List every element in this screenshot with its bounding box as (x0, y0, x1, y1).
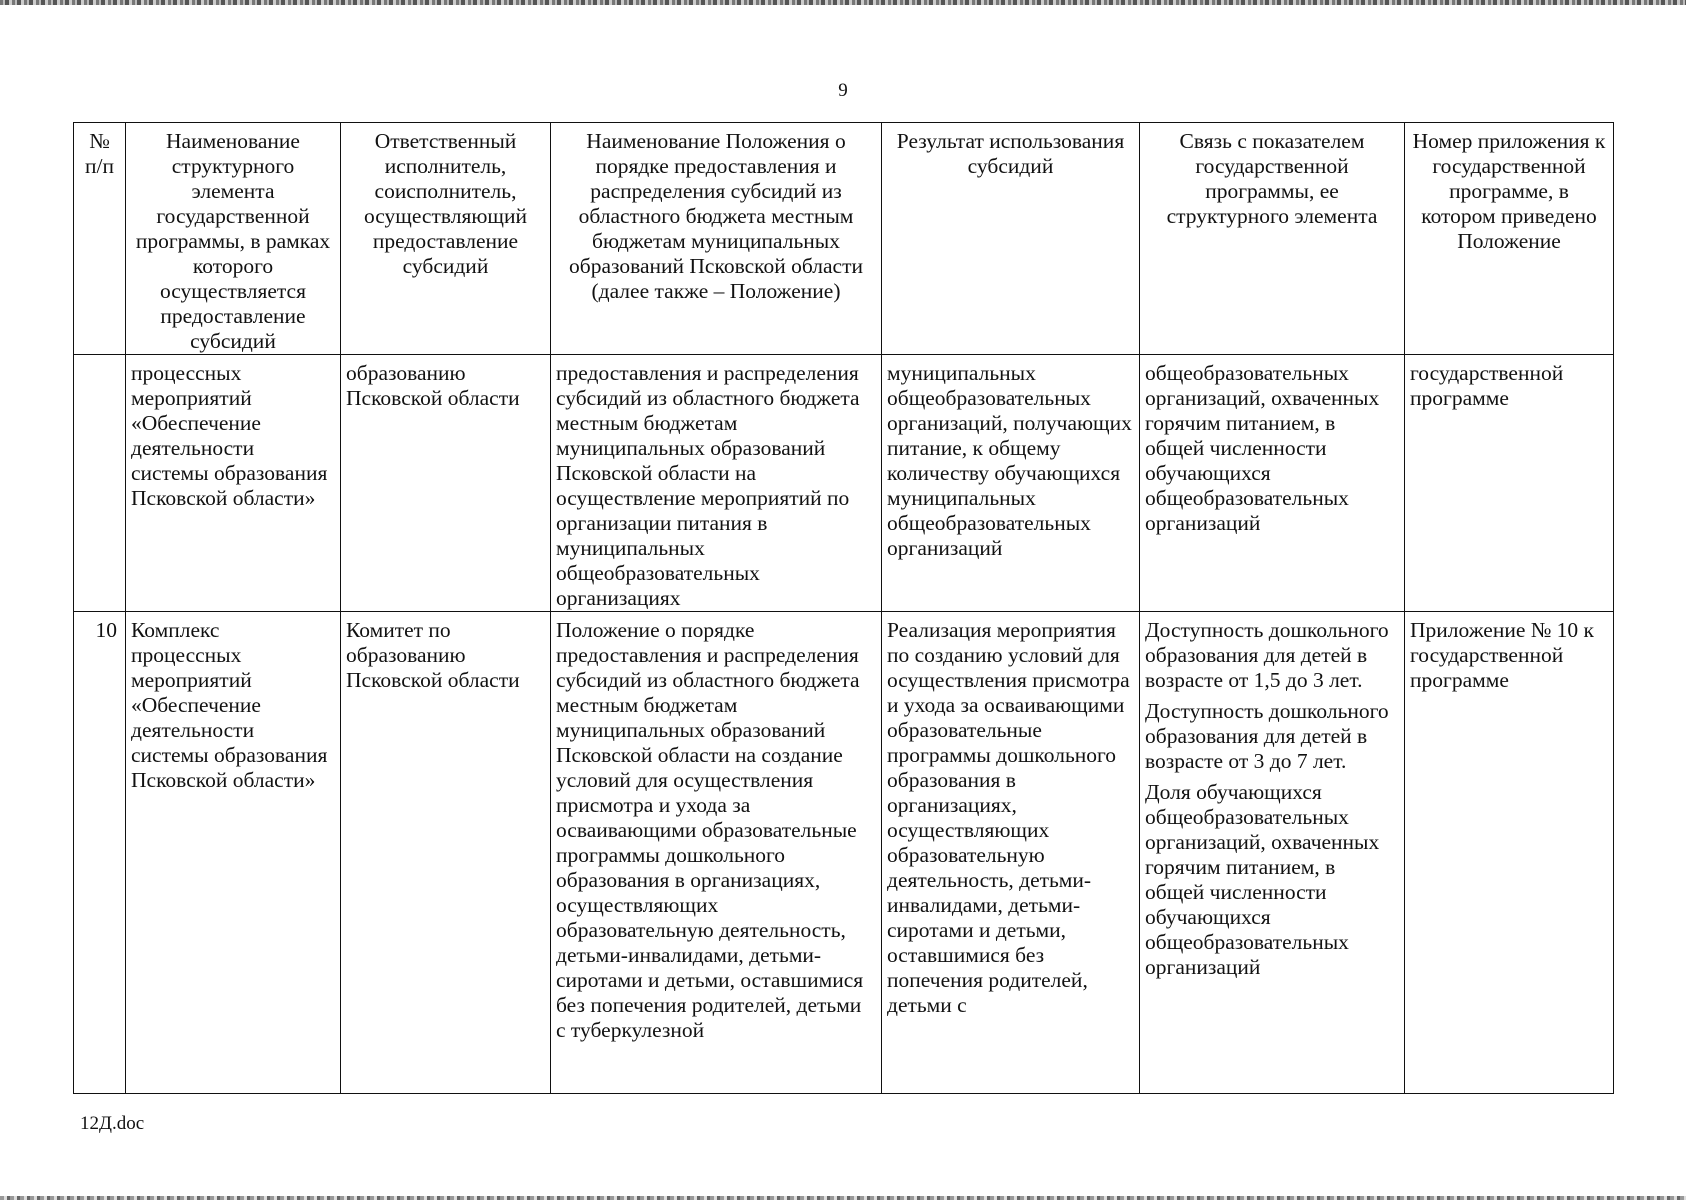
header-regulation-name: Наименование Положения о порядке предоставления и распределения субсидий из областного бюджета местным бюджетам муниципальных образований Псковской области (далее также – Положение) (551, 123, 882, 355)
header-executor: Ответственный исполнитель, соисполнитель, осуществляющий предоставление субсидий (341, 123, 551, 355)
cell-indicator-link: общеобразовательных организаций, охваченных горячим питанием, в общей численности обучающихся общеобразовательных организаций (1140, 355, 1405, 612)
header-number: № п/п (74, 123, 126, 355)
cell-appendix-number: государственной программе (1405, 355, 1614, 612)
header-indicator-link: Связь с показателем государственной программы, ее структурного элемента (1140, 123, 1405, 355)
cell-appendix-number: Приложение № 10 к государственной программе (1405, 612, 1614, 1094)
cell-number: 10 (74, 612, 126, 1094)
scan-edge-top (0, 0, 1686, 5)
table-header-row (74, 123, 1614, 355)
header-structural-element: Наименование структурного элемента государственной программы, в рамках которого осуществляется предоставление субсидий (126, 123, 341, 355)
cell-structural-element: процессных мероприятий «Обеспечение деятельности системы образования Псковской области» (126, 355, 341, 612)
indicator-paragraph: Доступность дошкольного образования для детей в возрасте от 1,5 до 3 лет. (1145, 618, 1389, 692)
header-result: Результат использования субсидий (882, 123, 1140, 355)
cell-executor: образованию Псковской области (341, 355, 551, 612)
indicator-paragraph: Доступность дошкольного образования для детей в возрасте от 3 до 7 лет. (1145, 699, 1389, 773)
cell-indicator-link (1140, 612, 1405, 1094)
cell-result: муниципальных общеобразовательных организаций, получающих питание, к общему количеству обучающихся муниципальных общеобразовательных организаций (882, 355, 1140, 612)
cell-executor: Комитет по образованию Псковской области (341, 612, 551, 1094)
scan-edge-bottom (0, 1196, 1686, 1200)
cell-structural-element: Комплекс процессных мероприятий «Обеспечение деятельности системы образования Псковской области» (126, 612, 341, 1094)
footer-filename: 12Д.doc (80, 1113, 145, 1134)
table-row (74, 355, 1614, 612)
subsidy-table (73, 122, 1614, 1094)
cell-result: Реализация мероприятия по созданию условий для осуществления присмотра и ухода за осваивающими образовательные программы дошкольного образования в организациях, осуществляющих образовательную деятельность, детьми-инвалидами, детьми-сиротами и детьми, оставшимися без попечения родителей, детьми с (882, 612, 1140, 1094)
header-appendix-number: Номер приложения к государственной программе, в котором приведено Положение (1405, 123, 1614, 355)
indicator-paragraph: Доля обучающихся общеобразовательных организаций, охваченных горячим питанием, в общей численности обучающихся общеобразовательных организаций (1145, 780, 1380, 979)
page-number: 9 (838, 80, 848, 101)
table-row (74, 612, 1614, 1094)
cell-regulation-name: Положение о порядке предоставления и распределения субсидий из областного бюджета местным бюджетам муниципальных образований Псковской области на создание условий для осуществления присмотра и ухода за осваивающими образовательные программы дошкольного образования в организациях, осуществляющих образовательную деятельность, детьми-инвалидами, детьми-сиротами и детьми, оставшимися без попечения родителей, детьми с туберкулезной (551, 612, 882, 1094)
cell-number (74, 355, 126, 612)
cell-regulation-name: предоставления и распределения субсидий из областного бюджета местным бюджетам муниципальных образований Псковской области на осуществление мероприятий по организации питания в муниципальных общеобразовательных организациях (551, 355, 882, 612)
